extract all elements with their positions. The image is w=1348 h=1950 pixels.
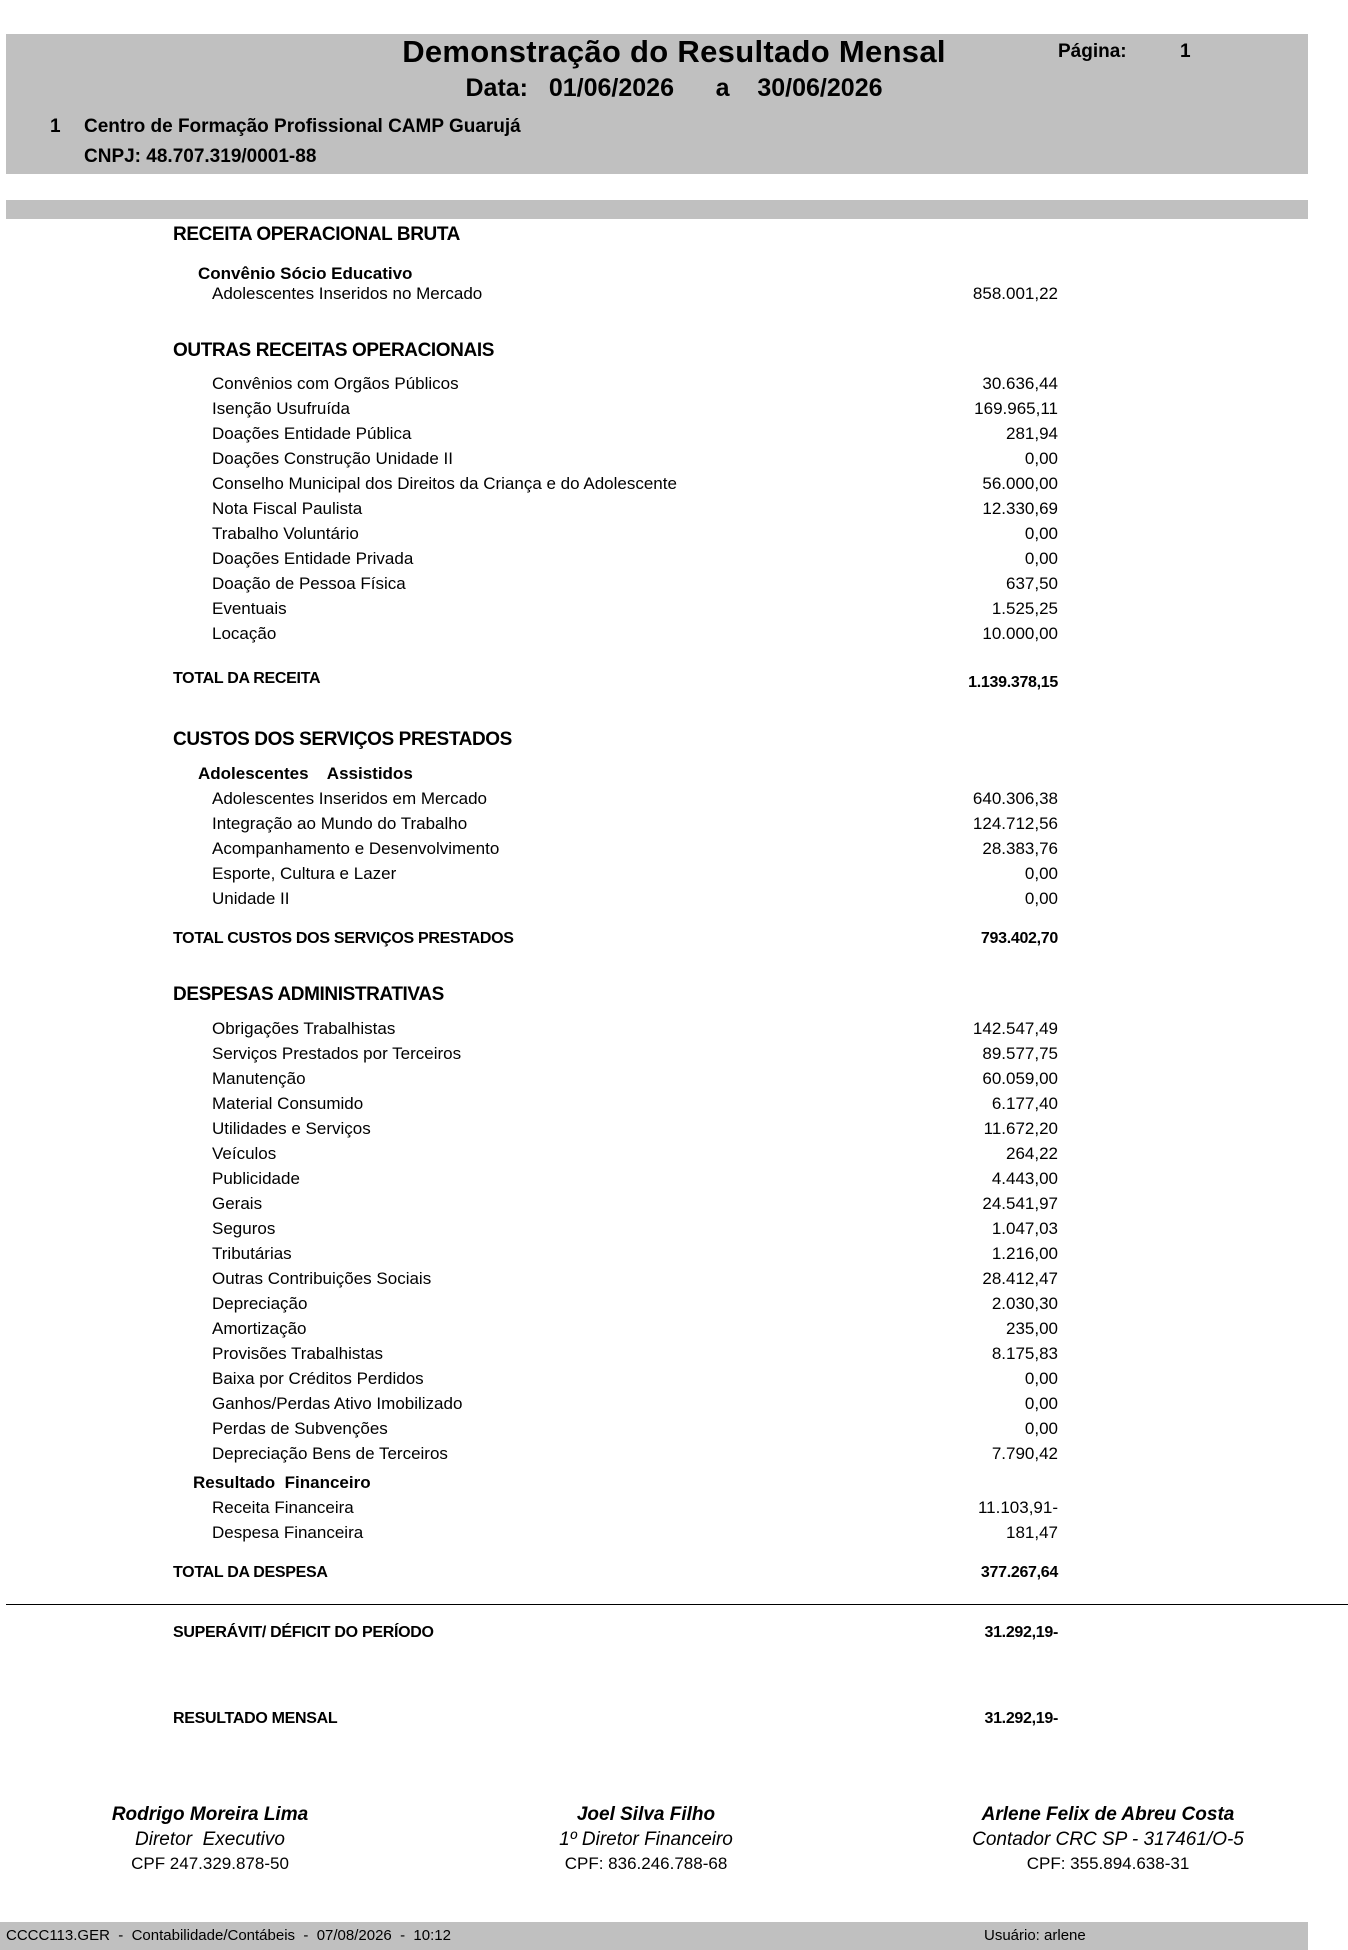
row-label: Tributárias [212, 1244, 292, 1263]
org-number: 1 [50, 116, 61, 137]
row-value: 640.306,38 [972, 789, 1058, 808]
table-row [212, 1394, 1058, 1418]
row-label: Esporte, Cultura e Lazer [212, 864, 397, 883]
date-from: 01/06/2026 [548, 74, 674, 102]
table-row [212, 1019, 1058, 1043]
table-row [212, 1144, 1058, 1168]
row-label: Nota Fiscal Paulista [212, 499, 363, 518]
row-value: 28.383,76 [982, 839, 1058, 858]
row-value: 89.577,75 [982, 1044, 1058, 1063]
row-label: Depreciação Bens de Terceiros [212, 1444, 448, 1463]
row-value: 0,00 [1024, 1394, 1058, 1413]
table-row [212, 549, 1058, 573]
total-label: RESULTADO MENSAL [173, 1710, 338, 1727]
table-row [212, 374, 1058, 398]
signer-cpf: CPF 247.329.878-50 [131, 1854, 289, 1873]
row-value: 24.541,97 [982, 1194, 1058, 1213]
row-label: Depreciação [212, 1294, 308, 1313]
row-value: 10.000,00 [982, 624, 1058, 643]
row-value: 0,00 [1024, 864, 1058, 883]
report-footer [0, 1922, 1308, 1950]
row-label: Seguros [212, 1219, 276, 1238]
row-label: Adolescentes Inseridos em Mercado [212, 789, 487, 808]
row-label: Gerais [212, 1194, 263, 1213]
row-label: Unidade II [212, 889, 290, 908]
total-label: TOTAL DA DESPESA [173, 1564, 328, 1581]
row-value: 637,50 [1006, 574, 1058, 593]
table-row [212, 1269, 1058, 1293]
table-row [212, 524, 1058, 548]
table-row [212, 1069, 1058, 1093]
row-label: Doações Entidade Privada [212, 549, 414, 568]
row-label: Trabalho Voluntário [212, 524, 359, 543]
row-value: 1.047,03 [991, 1219, 1058, 1238]
signer-cpf: CPF: 836.246.788-68 [564, 1854, 728, 1873]
total-value: 377.267,64 [980, 1564, 1058, 1581]
row-label: Eventuais [212, 599, 287, 618]
total-value: 1.139.378,15 [968, 674, 1058, 691]
table-row [212, 1498, 1058, 1522]
signature-block [898, 1802, 1318, 1876]
row-value: 142.547,49 [972, 1019, 1058, 1038]
org-name: Centro de Formação Profissional CAMP Guarujá [84, 116, 521, 137]
total-label: SUPERÁVIT/ DÉFICIT DO PERÍODO [173, 1624, 434, 1641]
row-label: Obrigações Trabalhistas [212, 1019, 396, 1038]
row-label: Baixa por Créditos Perdidos [212, 1369, 424, 1388]
group-title-convenio: Convênio Sócio Educativo [198, 264, 413, 283]
row-value: 11.103,91- [977, 1498, 1058, 1517]
row-label: Conselho Municipal dos Direitos da Criança e do Adolescente [212, 474, 677, 493]
row-value: 0,00 [1024, 1369, 1058, 1388]
row-label: Perdas de Subvenções [212, 1419, 388, 1438]
row-label: Doações Construção Unidade II [212, 449, 453, 468]
group-title-financeiro: Resultado Financeiro [193, 1473, 371, 1492]
row-value: 30.636,44 [982, 374, 1058, 393]
total-label: TOTAL CUSTOS DOS SERVIÇOS PRESTADOS [173, 930, 514, 947]
row-value: 1.216,00 [991, 1244, 1058, 1263]
table-row [212, 1244, 1058, 1268]
row-value: 8.175,83 [991, 1344, 1058, 1363]
row-label: Integração ao Mundo do Trabalho [212, 814, 468, 833]
table-row [212, 1094, 1058, 1118]
row-value: 28.412,47 [982, 1269, 1058, 1288]
table-row [212, 1523, 1058, 1547]
table-row [212, 574, 1058, 598]
row-label: Amortização [212, 1319, 307, 1338]
row-label: Publicidade [212, 1169, 300, 1188]
date-separator: a [715, 74, 730, 102]
table-row [212, 1444, 1058, 1468]
date-label: Data: [465, 74, 529, 102]
table-row [212, 1219, 1058, 1243]
table-row [212, 1419, 1058, 1443]
row-label: Doação de Pessoa Física [212, 574, 406, 593]
section-title-receita-bruta: RECEITA OPERACIONAL BRUTA [173, 224, 460, 245]
row-value: 264,22 [1006, 1144, 1058, 1163]
row-value: 4.443,00 [991, 1169, 1058, 1188]
page-label: Página: [1058, 41, 1127, 62]
row-value: 281,94 [1006, 424, 1058, 443]
row-label: Doações Entidade Pública [212, 424, 412, 443]
group-title-adolescentes: Adolescentes Assistidos [198, 764, 413, 783]
row-value: 60.059,00 [982, 1069, 1058, 1088]
table-row [212, 889, 1058, 913]
section-title-despesas: DESPESAS ADMINISTRATIVAS [173, 984, 444, 1005]
date-to: 30/06/2026 [757, 74, 883, 102]
signer-name: Rodrigo Moreira Lima [111, 1804, 309, 1825]
report-title: Demonstração do Resultado Mensal [402, 34, 946, 69]
table-row [212, 1169, 1058, 1193]
row-value: 169.965,11 [974, 399, 1058, 418]
table-row [212, 499, 1058, 523]
table-row [212, 1369, 1058, 1393]
row-value: 7.790,42 [991, 1444, 1058, 1463]
signer-role: 1º Diretor Financeiro [559, 1829, 733, 1850]
row-label: Adolescentes Inseridos no Mercado [212, 284, 483, 303]
org-cnpj: CNPJ: 48.707.319/0001-88 [84, 146, 317, 167]
table-row [212, 474, 1058, 498]
row-value: 858.001,22 [972, 284, 1058, 303]
total-value: 793.402,70 [980, 930, 1058, 947]
row-label: Despesa Financeira [212, 1523, 364, 1542]
row-value: 56.000,00 [982, 474, 1058, 493]
table-row [212, 599, 1058, 623]
table-row [212, 1044, 1058, 1068]
row-label: Material Consumido [212, 1094, 364, 1113]
row-value: 235,00 [1006, 1319, 1058, 1338]
row-value: 0,00 [1024, 449, 1058, 468]
row-label: Utilidades e Serviços [212, 1119, 371, 1138]
signer-cpf: CPF: 355.894.638-31 [1026, 1854, 1190, 1873]
section-title-outras-receitas: OUTRAS RECEITAS OPERACIONAIS [173, 340, 494, 361]
date-range [0, 74, 1348, 103]
table-row [212, 839, 1058, 863]
row-value: 2.030,30 [991, 1294, 1058, 1313]
signer-name: Arlene Felix de Abreu Costa [981, 1804, 1235, 1825]
table-row [212, 1294, 1058, 1318]
table-row [212, 424, 1058, 448]
row-label: Locação [212, 624, 277, 643]
table-row [212, 1319, 1058, 1343]
row-label: Veículos [212, 1144, 277, 1163]
page-number: 1 [1180, 41, 1191, 62]
table-row [212, 449, 1058, 473]
table-row [212, 814, 1058, 838]
table-row [212, 789, 1058, 813]
row-value: 124.712,56 [972, 814, 1058, 833]
row-label: Manutenção [212, 1069, 306, 1088]
row-label: Receita Financeira [212, 1498, 354, 1517]
row-label: Acompanhamento e Desenvolvimento [212, 839, 500, 858]
signer-name: Joel Silva Filho [576, 1804, 716, 1825]
row-label: Ganhos/Perdas Ativo Imobilizado [212, 1394, 463, 1413]
signature-block [0, 1802, 420, 1876]
divider [6, 1604, 1348, 1605]
table-row [212, 1119, 1058, 1143]
table-row [212, 284, 1058, 308]
row-label: Isenção Usufruída [212, 399, 350, 418]
table-row [212, 1194, 1058, 1218]
total-value: 31.292,19- [984, 1710, 1058, 1727]
row-label: Provisões Trabalhistas [212, 1344, 384, 1363]
table-row [212, 624, 1058, 648]
section-title-custos: CUSTOS DOS SERVIÇOS PRESTADOS [173, 729, 512, 750]
row-value: 12.330,69 [982, 499, 1058, 518]
row-value: 0,00 [1024, 524, 1058, 543]
signer-role: Diretor Executivo [135, 1829, 285, 1850]
row-label: Serviços Prestados por Terceiros [212, 1044, 462, 1063]
footer-system-info: CCCC113.GER - Contabilidade/Contábeis - 07/08/2026 - 10:12 [6, 1927, 451, 1944]
row-value: 6.177,40 [991, 1094, 1058, 1113]
row-label: Convênios com Orgãos Públicos [212, 374, 459, 393]
total-value: 31.292,19- [984, 1624, 1058, 1641]
row-value: 181,47 [1006, 1523, 1058, 1542]
footer-user: Usuário: arlene [984, 1927, 1086, 1944]
column-header-band [6, 200, 1308, 219]
row-label: Outras Contribuições Sociais [212, 1269, 432, 1288]
total-label: TOTAL DA RECEITA [173, 670, 321, 687]
row-value: 11.672,20 [983, 1119, 1058, 1138]
row-value: 1.525,25 [991, 599, 1058, 618]
row-value: 0,00 [1024, 1419, 1058, 1438]
signer-role: Contador CRC SP - 317461/O-5 [972, 1829, 1244, 1850]
table-row [212, 399, 1058, 423]
row-value: 0,00 [1024, 549, 1058, 568]
table-row [212, 864, 1058, 888]
row-value: 0,00 [1024, 889, 1058, 908]
table-row [212, 1344, 1058, 1368]
signature-block [436, 1802, 856, 1876]
